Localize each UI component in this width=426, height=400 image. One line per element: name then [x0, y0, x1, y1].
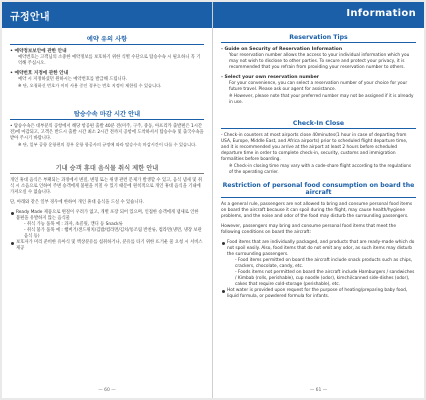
select-number-head: - Select your own reservation number [221, 75, 320, 80]
reservation-number-body: 예약 시 지정하셨던 원하시는 예약번호를 발급해 드립니다. [18, 77, 128, 82]
checkin-close-body: • 탑승수속은 대부분의 공항에서 해당 항공편 출발 40분 전(미주, 구주, 중동, 아프리카 출발편은 1시간 전)에 마감되고, 고객은 반드시 출발 시간 최소 2시간 전까지 공항에 도착하셔서 탑승수속 및 출국수속을 받아 주시기 바랍니다. [10, 123, 204, 141]
food-restriction-en-intro2: However, passengers may bring and consume personal food items that meet the following conditions on board the aircraft: [221, 224, 396, 236]
reservation-number-note: ※ 단, 오청하신 번호가 이미 사용 중인 경우는 번호 지정이 제한될 수 있습니다. [18, 83, 162, 88]
checkin-close-en-note: ※ Check-in closing time may vary with a code-share flight according to the regulations of the operating carrier. [229, 163, 411, 174]
reservation-security-head: • 예약정보보안에 관한 안내 [10, 49, 67, 54]
left-content [10, 34, 204, 382]
list-item: Ready Made 제품으로 변질이 우려가 없고, 개별 포장 되어 있으며, 인접한 승객에게 냄새로 인한 불편을 유발하지 않는 음식물 - 취식 가능 품목 예 : 과자, 초콜릿, 캔디 등 Snack류 - 취식 불가 품목 예 : 햄버거/샌드위치/김밥/컵라면/김치/통조림 반찬류, 컵라면(냉면, 냉장 보관 음식 등) [10, 210, 204, 240]
reservation-tips-heading: Reservation Tips [221, 34, 416, 43]
left-header-bar [2, 2, 212, 28]
food-restriction-en-intro: As a general rule, passengers are not allowed to bring and consume personal food items on board the aircraft because it can spoil during the flight, may cause health/hygiene problems, and the noise and odor of the food may disturb the surrounding passengers. [221, 202, 413, 220]
right-page-number: — 61 — [309, 388, 328, 393]
checkin-close-en-heading: Check-In Close [221, 120, 416, 129]
checkin-close-en-body: - Check-in counters at most airports close 40minutes(1 hour in case of departing from USA, Europe, Middle East, and Africa airports) prior to scheduled flight departure time, and it is recommended you arrive at the airport at least 2 hours before scheduled departure time in order to complete check-in, security, customs and immigration formalities before boarding. [221, 133, 408, 163]
right-header-title: Information [346, 8, 416, 19]
checkin-close-heading: 탑승수속 마감 시간 안내 [10, 109, 204, 120]
reservation-number-head: • 예약번호 지정에 관한 안내 [10, 71, 69, 76]
food-restriction-heading: 기내 승객 휴대 음식물 취식 제한 안내 [10, 163, 204, 174]
food-restriction-intro: 개인 휴대 음식은 부패되는 과정에서 변질, 변형 또는 위생 관련 문제가 발생할 수 있고, 음식 냄새 및 취식 시 소음으로 인하여 주변 승객에게 불편을 끼칠 수 있기 때문에 원칙적으로 개인 휴대 음식을 기내에 가져오실 수 없습니다. [10, 178, 202, 196]
left-page-number: — 60 — [98, 388, 116, 393]
food-restriction-list [10, 210, 204, 252]
right-header-bar [213, 2, 424, 28]
security-guide-head: - Guide on Security of Reservation Information [221, 47, 343, 52]
list-item: Hot water is provided upon request for the purpose of heating/preparing baby food, liquid formula, or powdered formula for infants. [221, 288, 416, 300]
booklet-spread [2, 2, 424, 398]
select-number-note: ※ However, please note that your preferred number may not be assigned if it is already in use. [229, 93, 414, 104]
checkin-close-note: ※ 단, 일부 공항 운항편의 경우 운항 항공사의 규정에 따라 탑승수속 마감시간이 다를 수 있습니다. [18, 141, 197, 147]
security-guide-body: Your reservation number allows the access to your individual information which you may not wish to disclose to other parties. To secure and protect your privacy, it is recommended that you refrain from providing your reservation number to others. [229, 53, 410, 70]
food-restriction-en-heading: Restriction of personal food consumption on board the aircraft [222, 182, 415, 197]
left-page [2, 2, 213, 398]
reservation-security-body: 예약번호는 고객님의 소중한 예약정보를 보호하기 위한 식별 수단으로 탑승수속 시 필요하니 꼭 기억해 주십시오. [18, 55, 201, 66]
list-item: Food items that are individually packaged, and products that are ready-made which do not spoil easily. Also, food items that do not emit any odor, as such items may disturb the surrounding passengers. - Food items permitted on board the aircraft include snack products such as chips, crackers, chocolate, candy, etc. - Foods items not permitted on board the aircraft include Hamburgers / sandwiches / Kimbab (rolls, perishable), cup noodle (odor), kimchi/canned side-dishes (odor), cakes that require cold-storage (perishable), etc. [221, 240, 416, 288]
right-content [221, 34, 416, 382]
select-number-body: For your convenience, you can select a reservation number of your choice for your future travel. Please ask our agent for assistance. [229, 81, 408, 92]
food-restriction-en-list [221, 240, 416, 300]
reservation-notes-heading: 예약 유의 사항 [10, 34, 204, 45]
food-restriction-intro2: 단, 아래와 같은 일부 경우에 한하여 개인 휴대 음식을 드실 수 있습니다. [10, 200, 144, 206]
list-item: 보호자가 미리 준비한 유아식 및 액상분유를 섭취하거나, 분유를 타기 위한 뜨거운 물 요청 시 서비스 제공 [10, 240, 204, 252]
left-header-title: 규정안내 [10, 12, 50, 23]
right-page [213, 2, 424, 398]
